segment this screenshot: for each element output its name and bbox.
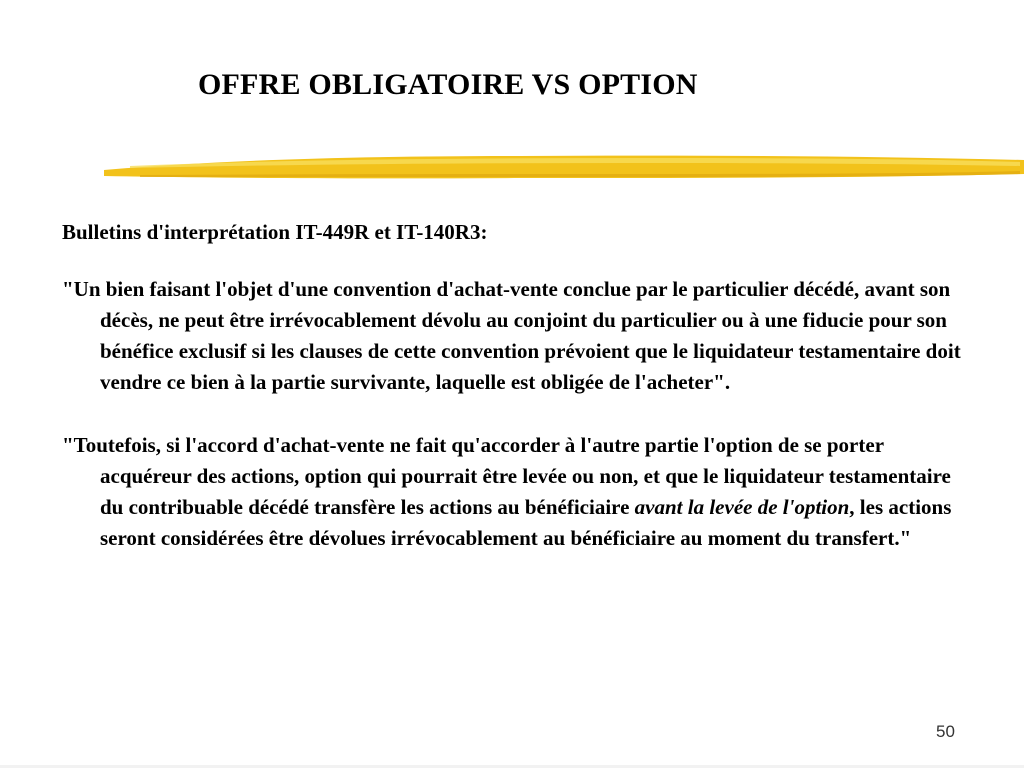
page-number: 50 bbox=[936, 722, 955, 741]
slide-body bbox=[62, 218, 962, 586]
quote-paragraph-2-emphasis: avant la levée de l'option bbox=[634, 495, 850, 519]
quote-paragraph-2 bbox=[62, 430, 962, 554]
title-underline-brush bbox=[100, 144, 1024, 190]
slide-title: OFFRE OBLIGATOIRE VS OPTION bbox=[198, 68, 698, 101]
bulletin-reference: Bulletins d'interprétation IT-449R et IT-140R3: bbox=[62, 220, 488, 244]
quote-paragraph-1: "Un bien faisant l'objet d'une convention d'achat-vente conclue par le particulier décédé, avant son décès, ne peut être irrévocablement dévolu au conjoint du particulier ou à une fiducie pour son bénéfice exclusif si les clauses de cette convention prévoient que le liquidateur testamentaire doit vendre ce bien à la partie survivante, laquelle est obligée de l'acheter". bbox=[62, 277, 961, 394]
quote-paragraph-2-before: "Toutefois, si l'accord d'achat-vente ne fait qu'accorder à l'autre partie l'option de se porter acquéreur des actions, option qui pourrait être levée ou non, et que le liquidateur testamentaire du contribuable décédé transfère les actions au bénéficiaire bbox=[62, 433, 951, 519]
quote-paragraph-2-after: , les actions seront considérées être dévolues irrévocablement au bénéficiaire au moment du transfert." bbox=[100, 495, 952, 550]
